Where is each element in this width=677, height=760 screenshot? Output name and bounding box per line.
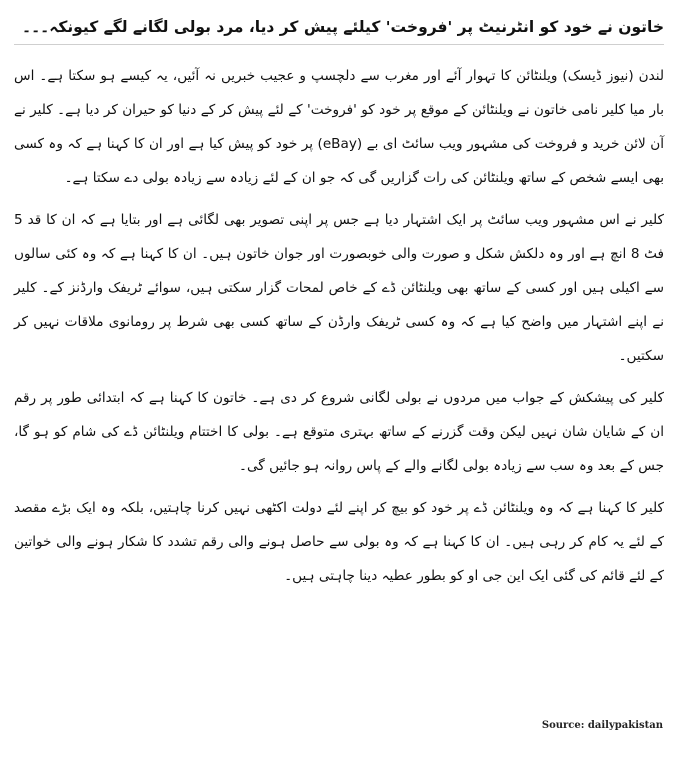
paragraph-2: کلیر نے اس مشہور ویب سائٹ پر ایک اشتہار دیا ہے جس پر اپنی تصویر بھی لگائی ہے اور بتایا ہے کہ ان کا قد 5 فٹ 8 انچ ہے اور وہ دلکش شکل و صورت والی خوبصورت اور جوان خاتون ہیں۔ ان کا کہنا ہے کہ وہ کئی سالوں سے اکیلی ہیں اور کسی کے ساتھ بھی ویلنٹائن ڈے کے خاص لمحات گزار سکتی ہیں، سوائے ٹریفک وارڈنز کے۔ کلیر نے اپنے اشتہار میں واضح کیا ہے کہ وہ کسی ٹریفک وارڈن کے ساتھ کسی بھی شرط پر رومانوی ملاقات نہیں کر سکتیں۔	[14, 212, 664, 364]
headline: خاتون نے خود کو انٹرنیٹ پر 'فروخت' کیلئے پیش کر دیا، مرد بولی لگانے لگے کیونکہ۔۔۔	[14, 16, 664, 45]
paragraph-3: کلیر کی پیشکش کے جواب میں مردوں نے بولی لگانی شروع کر دی ہے۔ خاتون کا کہنا ہے کہ ابتدائی طور پر رقم ان کے شایان شان نہیں لیکن وقت گزرنے کے ساتھ بہتری متوقع ہے۔ بولی کا اختتام ویلنٹائن ڈے کی شام کو ہو گا، جس کے بعد وہ سب سے زیادہ بولی لگانے والے کے پاس روانہ ہو جائیں گی۔	[14, 390, 664, 474]
paragraph-4: کلیر کا کہنا ہے کہ وہ ویلنٹائن ڈے پر خود کو بیچ کر اپنے لئے دولت اکٹھی نہیں کرنا چاہتیں، بلکہ وہ ایک بڑے مقصد کے لئے یہ کام کر رہی ہیں۔ ان کا کہنا ہے کہ وہ بولی سے حاصل ہونے والی رقم تشدد کا شکار ہونے والی خواتین کے لئے قائم کی گئی ایک این جی او کو بطور عطیہ دینا چاہتی ہیں۔	[14, 500, 664, 584]
source-credit: Source: dailypakistan	[541, 720, 663, 731]
article	[14, 0, 664, 593]
paragraph-1: لندن (نیوز ڈیسک) ویلنٹائن کا تہوار آئے اور مغرب سے دلچسپ و عجیب خبریں نہ آئیں، یہ کیسے ہو سکتا ہے۔ اس بار میا کلیر نامی خاتون نے ویلنٹائن کے موقع پر خود کو 'فروخت' کے لئے پیش کر کے دنیا کو حیران کر دیا ہے۔ کلیر نے آن لائن خرید و فروخت کی مشہور ویب سائٹ ای بے (eBay) پر خود کو پیش کیا ہے اور ان کا کہنا ہے کہ وہ کسی بھی ایسے شخص کے ساتھ ویلنٹائن کی رات گزاریں گی کہ جو ان کے لئے زیادہ سے زیادہ بولی دے سکتا ہے۔	[14, 68, 665, 186]
